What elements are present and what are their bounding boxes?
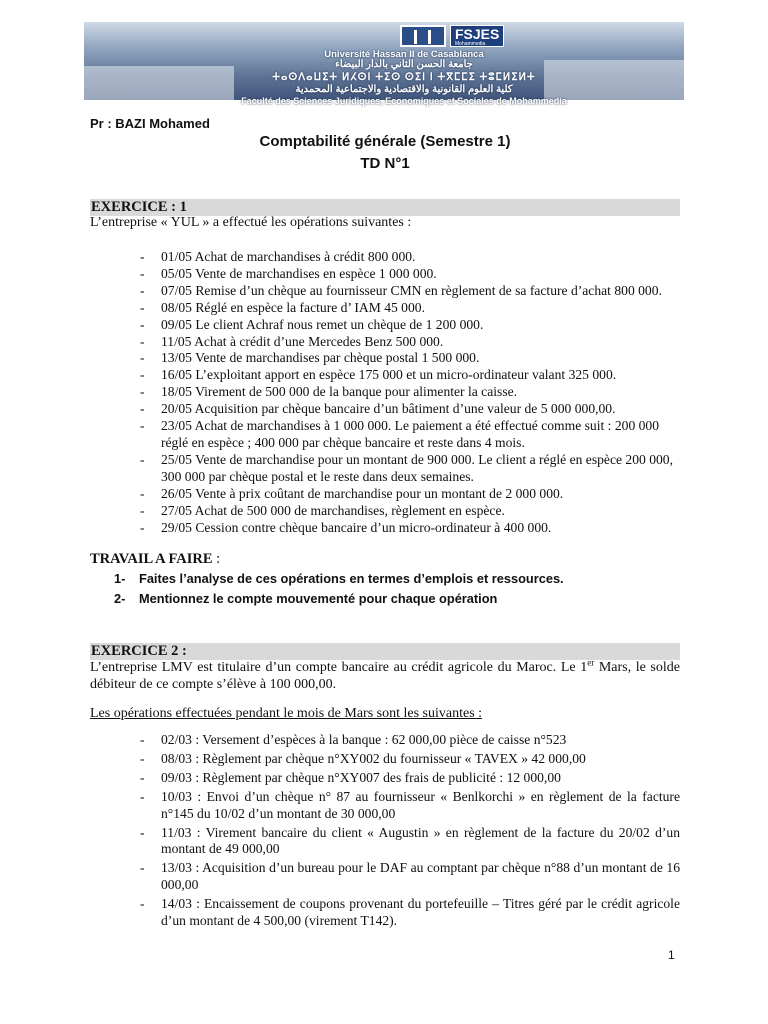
list-item: - 02/03 : Versement d’espèces à la banque : 62 000,00 pièce de caisse n°523 (90, 732, 680, 749)
list-item: - 10/03 : Envoi d’un chèque n° 87 au fournisseur « Benlkorchi » en règlement de la facture n°145 du 10/02 d’un montant de 30 000,00 (90, 789, 680, 823)
list-item: - 08/03 : Règlement par chèque n°XY002 du fournisseur « TAVEX » 42 000,00 (90, 751, 680, 768)
list-item: - 25/05 Vente de marchandise pour un montant de 900 000. Le client a réglé en espèce 200 000, 300 000 par chèque postal et le reste dans deux semaines. (90, 452, 680, 486)
exercise1-heading: EXERCICE : 1 (90, 199, 680, 216)
work-to-do-title: TRAVAIL A FAIRE (90, 551, 213, 567)
list-item (90, 589, 680, 609)
exercise2-heading: EXERCICE 2 : (90, 643, 680, 660)
exercise1-tasks-list (90, 569, 680, 609)
exercise2-intro-superscript: er (587, 657, 595, 668)
task-text: Faites l’analyse de ces opérations en termes d’emplois et ressources. (139, 571, 564, 586)
work-to-do-heading (90, 551, 220, 568)
list-item: - 13/03 : Acquisition d’un bureau pour le DAF au comptant par chèque n°88 d’un montant de 16 000,00 (90, 860, 680, 894)
task-number: 2- (114, 591, 126, 606)
exercise2-intro (90, 657, 680, 693)
list-item: - 16/05 L’exploitant apport en espèce 175 000 et un micro-ordinateur valant 325 000. (90, 367, 680, 384)
university-logo-icon (400, 25, 446, 47)
list-item: - 07/05 Remise d’un chèque au fournisseur CMN en règlement de sa facture d’achat 800 000. (90, 283, 680, 300)
exercise2-intro-part1: L’entreprise LMV est titulaire d’un compte bancaire au crédit agricole du Maroc. Le 1 (90, 660, 588, 675)
list-item: - 29/05 Cession contre chèque bancaire d’un micro-ordinateur à 400 000. (90, 520, 680, 537)
exercise2-intro-part2: Mars, le solde débiteur de ce compte s’élève à 100 000,00. (90, 660, 680, 692)
list-item (90, 569, 680, 589)
fsjes-logo-text: FSJES (455, 26, 500, 42)
course-title: Comptabilité générale (Semestre 1) (259, 133, 511, 150)
banner-university-fr: Université Hassan II de Casablanca (324, 49, 484, 60)
exercise2-subheading: Les opérations effectuées pendant le mois de Mars sont les suivantes : (90, 706, 483, 721)
list-item: - 01/05 Achat de marchandises à crédit 800 000. (90, 249, 680, 266)
banner-faculty-ar: كلية العلوم القانونية والاقتصادية والاجتماعية المحمدية (295, 84, 513, 95)
banner-university-ar: جامعة الحسن الثاني بالدار البيضاء (335, 59, 473, 70)
list-item: - 13/05 Vente de marchandises par chèque postal 1 500 000. (90, 350, 680, 367)
exercise1-operations-list (90, 249, 680, 536)
page-number: 1 (668, 948, 675, 962)
td-title: TD N°1 (360, 155, 410, 172)
list-item: - 14/03 : Encaissement de coupons provenant du portefeuille – Titres géré par le crédit agricole d’un montant de 4 500,00 (virement T142). (90, 896, 680, 930)
list-item: - 11/05 Achat à crédit d’une Mercedes Benz 500 000. (90, 334, 680, 351)
list-item: - 09/05 Le client Achraf nous remet un chèque de 1 200 000. (90, 317, 680, 334)
exercise2-operations-list (90, 732, 680, 932)
faculty-banner (84, 22, 684, 106)
list-item: - 20/05 Acquisition par chèque bancaire d’un bâtiment d’une valeur de 5 000 000,00. (90, 401, 680, 418)
list-item: - 27/05 Achat de 500 000 de marchandises, règlement en espèce. (90, 503, 680, 520)
banner-faculty-fr: Faculté des Sciences Juridiques, Economiques et Sociales de Mohammedia (241, 96, 567, 106)
list-item: - 05/05 Vente de marchandises en espèce 1 000 000. (90, 266, 680, 283)
work-to-do-colon: : (212, 551, 221, 567)
list-item: - 26/05 Vente à prix coûtant de marchandise pour un montant de 2 000 000. (90, 486, 680, 503)
banner-university-tifinagh: ⵜⴰⵙⴷⴰⵡⵉⵜ ⵍⵃⵙⵏ ⵜⵉⵙ ⵙⵉⵏ ⵏ ⵜⴳⵎⵎⵉ ⵜⵓⵎⵍⵉⵍⵜ (272, 72, 536, 83)
fsjes-logo-subtext: Mohammedia (455, 41, 486, 47)
list-item: - 18/05 Virement de 500 000 de la banque pour alimenter la caisse. (90, 384, 680, 401)
list-item: - 23/05 Achat de marchandises à 1 000 000. Le paiement a été effectué comme suit : 200 000 réglé en espèce ; 400 000 par chèque bancaire et reste dans 4 mois. (90, 418, 680, 452)
fsjes-logo (450, 25, 504, 47)
list-item: - 11/03 : Virement bancaire du client « Augustin » en règlement de la facture du 20/02 d’un montant de 49 000,00 (90, 825, 680, 859)
exercise1-intro: L’entreprise « YUL » a effectué les opérations suivantes : (90, 215, 412, 230)
list-item: - 09/03 : Règlement par chèque n°XY007 des frais de publicité : 12 000,00 (90, 770, 680, 787)
list-item: - 08/05 Réglé en espèce la facture d’ IAM 45 000. (90, 300, 680, 317)
professor-name: Pr : BAZI Mohamed (90, 116, 210, 131)
task-number: 1- (114, 571, 126, 586)
task-text: Mentionnez le compte mouvementé pour chaque opération (139, 591, 498, 606)
